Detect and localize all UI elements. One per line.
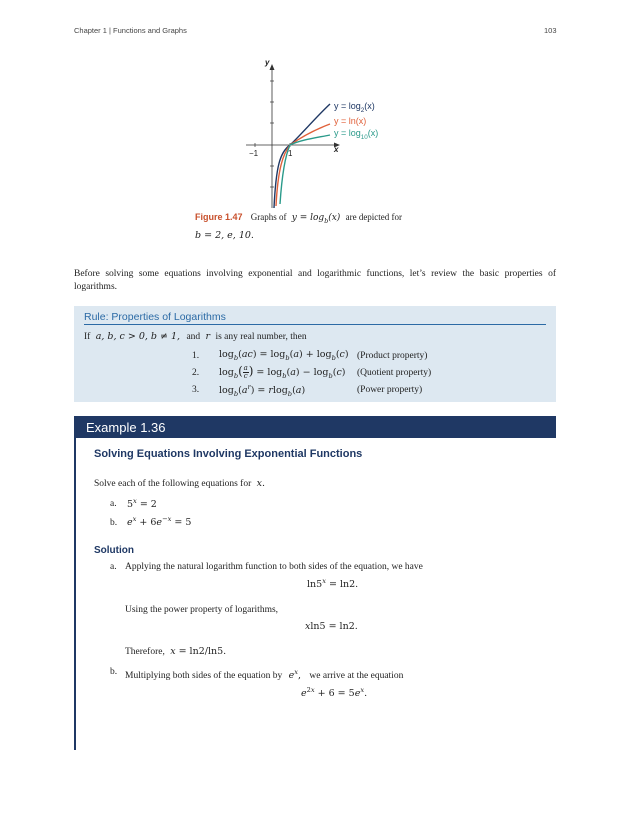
equation-b: $e^x + 6e^{-x} = 5$ [127,515,192,529]
caption-line2: b = 2, e, 10. [195,230,254,241]
rule-condition: If a, b, c > 0, b ≠ 1, and r is any real number, then [84,331,307,342]
solution-heading: Solution [94,545,134,556]
caption-label: Figure 1.47 [195,212,243,222]
rule-item-name: (Quotient property) [357,368,432,378]
solution-a-therefore: Therefore, x = ln2/ln5. [125,646,227,657]
solution-letter: b. [110,667,118,677]
legend-log2: $y = \log_2(x)$ [334,101,375,114]
x-axis-label: x [334,145,339,154]
solution-a-power-text: Using the power property of logarithms, [125,605,279,615]
solution-letter: a. [110,562,117,572]
y-axis-arrow [270,64,275,70]
tick-label-1: 1 [288,149,293,158]
example-label: Example 1.36 [86,420,166,435]
solution-a-eq2: xln5 = ln2. [305,621,358,632]
rule-divider [84,324,546,325]
solution-a-text: Applying the natural logarithm function to both sides of the equation, we have [125,562,423,572]
legend-log10: $y = \log_{10}(x)$ [334,128,379,141]
y-axis-label: y [265,58,270,67]
legend-ln: y = ln(x) [334,116,367,126]
example-subtitle: Solving Equations Involving Exponential Functions [94,448,363,460]
rule-title: Rule: Properties of Logarithms [84,311,226,323]
quotient-formula: $\log_b(\frac{a}{c}) = \log_b(a) - \log_b(c)$ [219,364,346,380]
rule-item-num: 2. [192,368,200,378]
part-letter: a. [110,499,117,509]
rule-item-num: 3. [192,385,200,395]
figure-caption: Figure 1.47 Graphs of $y = \log_b(x)$ are depicted for [195,212,403,225]
tick-label-neg1: −1 [249,149,259,158]
part-letter: b. [110,518,118,528]
page-number: 103 [544,26,557,35]
curve-log2 [274,104,330,208]
solution-a-eq1: $\ln 5^x = \ln 2$. [307,577,359,591]
power-formula: $\log_b(a^r) = rlog_b(a)$ [219,383,306,399]
example-prompt: Solve each of the following equations for x. [94,478,266,489]
intro-paragraph: Before solving some equations involving exponential and logarithmic functions, let’s review the basic properties of logarithms. [74,269,556,292]
solution-b-text: Multiplying both sides of the equation by $e^x$, we arrive at the equation [125,668,404,682]
example-side-rule [74,438,76,750]
rule-item-name: (Power property) [357,385,423,395]
rule-item-name: (Product property) [357,351,428,361]
running-header: Chapter 1 | Functions and Graphs [74,26,187,35]
product-formula: $\log_b(ac) = \log_b(a) + \log_b(c)$ [219,349,349,362]
solution-b-eq: $e^{2x} + 6 = 5e^x$. [301,686,368,700]
equation-a: $5^x = 2$ [127,497,157,511]
rule-item-num: 1. [192,351,200,361]
